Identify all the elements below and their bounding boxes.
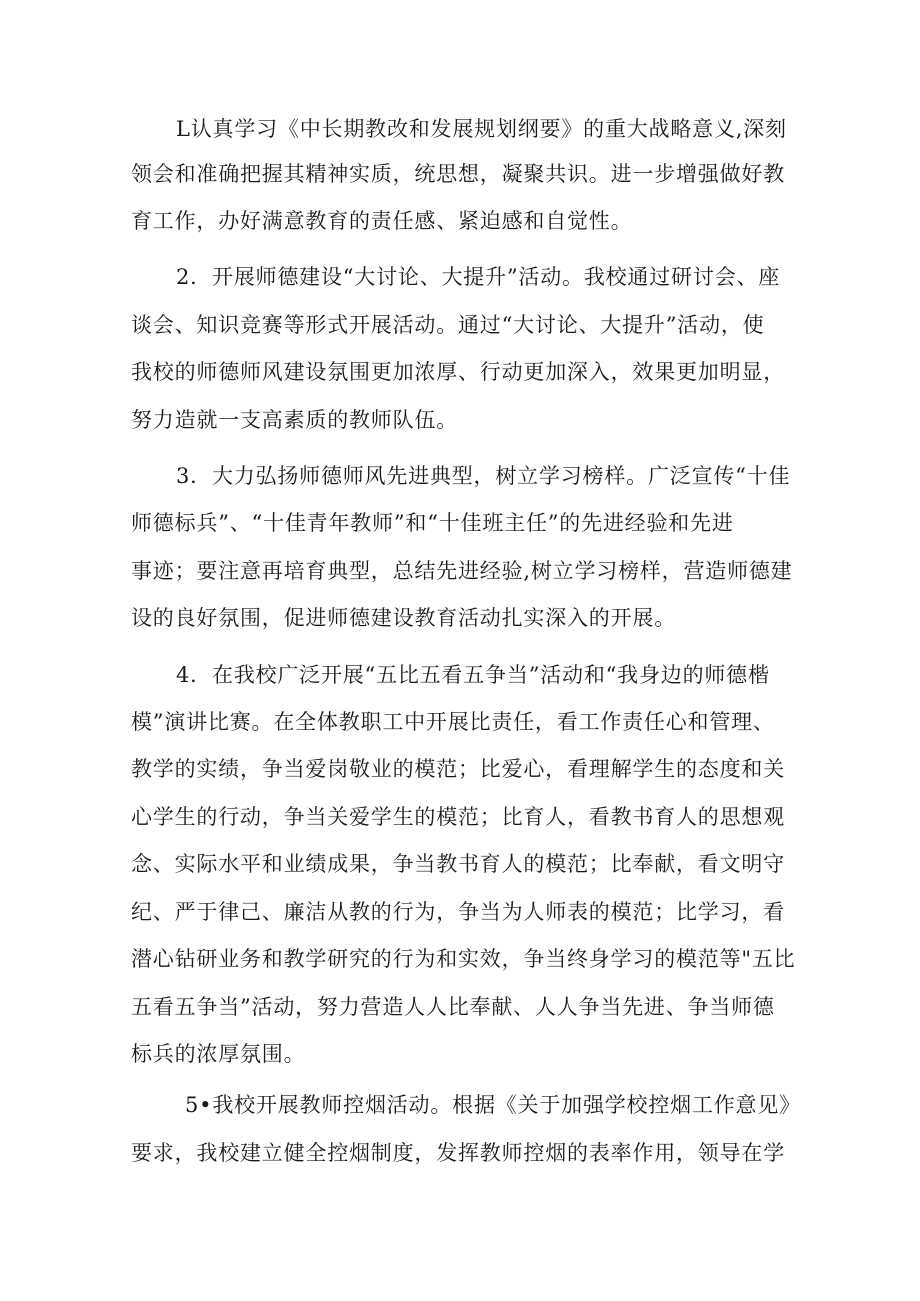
paragraph-1-line-3: 育工作，办好满意教育的责任感、紧迫感和自觉性。: [131, 209, 633, 233]
paragraph-1-line-1: L认真学习《中长期教改和发展规划纲要》的重大战略意义,深刻: [176, 117, 787, 141]
paragraph-4-line-6: 纪、严于律己、廉洁从教的行为，争当为人师表的模范；比学习，看: [131, 900, 785, 924]
paragraph-4-line-1: 4．在我校广泛开展“五比五看五争当”活动和“我身边的师德楷: [176, 663, 770, 687]
paragraph-1-line-2: 领会和准确把握其精神实质，统思想，凝聚共识。进一步增强做好教: [131, 162, 785, 186]
paragraph-5-line-1: 5•我校开展教师控烟活动。根据《关于加强学校控烟工作意见》: [185, 1093, 801, 1117]
paragraph-4-line-9: 标兵的浓厚氛围。: [131, 1042, 306, 1066]
paragraph-4-line-2: 模”演讲比赛。在全体教职工中开展比责任，看工作责任心和管理、: [131, 710, 775, 734]
paragraph-3-line-1: 3．大力弘扬师德师风先进典型，树立学习榜样。广泛宣传“十佳: [176, 464, 791, 488]
paragraph-4-line-8: 五看五争当”活动，努力营造人人比奉献、人人争当先进、争当师德: [131, 995, 775, 1019]
paragraph-3-line-4: 设的良好氛围，促进师德建设教育活动扎实深入的开展。: [131, 606, 676, 630]
paragraph-4-line-3: 教学的实绩，争当爱岗敬业的模范；比爱心，看理解学生的态度和关: [131, 757, 785, 781]
paragraph-3-line-2: 师德标兵”、“十佳青年教师”和“十佳班主任”的先进经验和先进: [131, 511, 734, 535]
paragraph-3-line-3: 事迹；要注意再培育典型，总结先进经验,树立学习榜样，营造师德建: [131, 559, 793, 583]
paragraph-2-line-4: 努力造就一支高素质的教师队伍。: [131, 408, 458, 432]
paragraph-4-line-5: 念、实际水平和业绩成果，争当教书育人的模范；比奉献，看文明守: [131, 852, 785, 876]
paragraph-5-line-2: 要求，我校建立健全控烟制度，发挥教师控烟的表率作用，领导在学: [131, 1141, 785, 1165]
paragraph-2-line-1: 2．开展师德建设“大讨论、大提升”活动。我校通过研讨会、座: [176, 265, 781, 289]
paragraph-2-line-3: 我校的师德师风建设氛围更加浓厚、行动更加深入，效果更加明显，: [131, 360, 785, 384]
paragraph-4-line-7: 潜心钻研业务和教学研究的行为和实效，争当终身学习的模范等"五比: [131, 947, 796, 971]
paragraph-4-line-4: 心学生的行动，争当关爱学生的模范；比育人，看教书育人的思想观: [131, 805, 785, 829]
paragraph-2-line-2: 谈会、知识竞赛等形式开展活动。通过“大讨论、大提升”活动，使: [131, 313, 765, 337]
